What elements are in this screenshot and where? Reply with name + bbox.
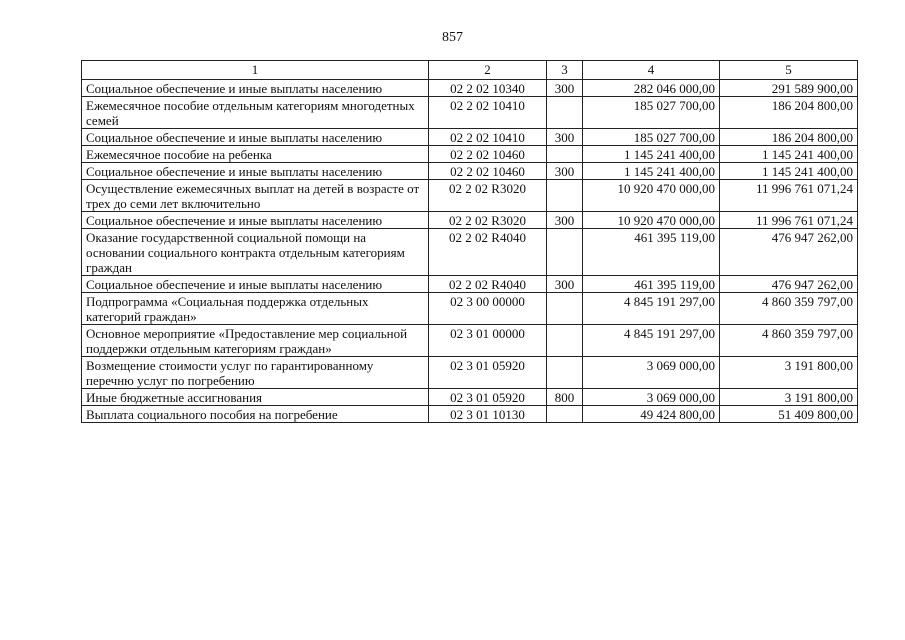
table-row (82, 180, 858, 212)
row-code-cell: 02 2 02 R3020 (429, 180, 547, 212)
row-amount-year1-cell: 10 920 470 000,00 (583, 212, 720, 229)
row-expense-type-cell (547, 406, 583, 423)
row-expense-type-cell: 300 (547, 80, 583, 97)
table-row (82, 212, 858, 229)
row-expense-type-cell (547, 325, 583, 357)
row-code-cell: 02 3 00 00000 (429, 293, 547, 325)
column-header: 2 (429, 61, 547, 80)
row-amount-year2-cell: 11 996 761 071,24 (720, 180, 858, 212)
table-row (82, 276, 858, 293)
row-expense-type-cell: 300 (547, 212, 583, 229)
row-amount-year2-cell: 11 996 761 071,24 (720, 212, 858, 229)
row-name-cell: Социальное обеспечение и иные выплаты населению (82, 80, 429, 97)
row-name-cell: Подпрограмма «Социальная поддержка отдельных категорий граждан» (82, 293, 429, 325)
table-row (82, 80, 858, 97)
row-code-cell: 02 2 02 R4040 (429, 276, 547, 293)
row-amount-year2-cell: 476 947 262,00 (720, 229, 858, 276)
column-header: 3 (547, 61, 583, 80)
row-amount-year2-cell: 4 860 359 797,00 (720, 293, 858, 325)
column-header: 5 (720, 61, 858, 80)
row-amount-year1-cell: 185 027 700,00 (583, 97, 720, 129)
row-amount-year1-cell: 3 069 000,00 (583, 357, 720, 389)
row-name-cell: Социальное обеспечение и иные выплаты населению (82, 129, 429, 146)
row-expense-type-cell: 300 (547, 129, 583, 146)
row-amount-year1-cell: 49 424 800,00 (583, 406, 720, 423)
row-code-cell: 02 2 02 10340 (429, 80, 547, 97)
table-row (82, 146, 858, 163)
row-amount-year2-cell: 3 191 800,00 (720, 389, 858, 406)
row-name-cell: Основное мероприятие «Предоставление мер социальной поддержки отдельным категориям граждан» (82, 325, 429, 357)
table-row (82, 357, 858, 389)
row-amount-year1-cell: 185 027 700,00 (583, 129, 720, 146)
row-amount-year2-cell: 1 145 241 400,00 (720, 146, 858, 163)
row-expense-type-cell: 300 (547, 276, 583, 293)
row-amount-year1-cell: 282 046 000,00 (583, 80, 720, 97)
page-number: 857 (442, 30, 463, 45)
row-name-cell: Оказание государственной социальной помощи на основании социального контракта отдельным категориям граждан (82, 229, 429, 276)
row-name-cell: Возмещение стоимости услуг по гарантированному перечню услуг по погребению (82, 357, 429, 389)
row-amount-year2-cell: 186 204 800,00 (720, 97, 858, 129)
table-row (82, 406, 858, 423)
row-name-cell: Ежемесячное пособие на ребенка (82, 146, 429, 163)
table-row (82, 163, 858, 180)
row-name-cell: Иные бюджетные ассигнования (82, 389, 429, 406)
column-header: 4 (583, 61, 720, 80)
row-name-cell: Осуществление ежемесячных выплат на детей в возрасте от трех до семи лет включительно (82, 180, 429, 212)
row-expense-type-cell (547, 293, 583, 325)
row-code-cell: 02 2 02 R3020 (429, 212, 547, 229)
row-amount-year2-cell: 1 145 241 400,00 (720, 163, 858, 180)
row-amount-year1-cell: 10 920 470 000,00 (583, 180, 720, 212)
row-expense-type-cell (547, 146, 583, 163)
table-row (82, 293, 858, 325)
row-expense-type-cell (547, 180, 583, 212)
row-amount-year1-cell: 3 069 000,00 (583, 389, 720, 406)
row-code-cell: 02 2 02 10460 (429, 163, 547, 180)
row-amount-year2-cell: 3 191 800,00 (720, 357, 858, 389)
row-name-cell: Выплата социального пособия на погребение (82, 406, 429, 423)
row-amount-year1-cell: 4 845 191 297,00 (583, 293, 720, 325)
table-row (82, 325, 858, 357)
row-code-cell: 02 3 01 05920 (429, 389, 547, 406)
row-amount-year2-cell: 476 947 262,00 (720, 276, 858, 293)
row-amount-year1-cell: 461 395 119,00 (583, 276, 720, 293)
row-expense-type-cell: 800 (547, 389, 583, 406)
table-body (82, 80, 858, 423)
table-row (82, 129, 858, 146)
row-expense-type-cell (547, 97, 583, 129)
row-amount-year1-cell: 4 845 191 297,00 (583, 325, 720, 357)
row-code-cell: 02 3 01 00000 (429, 325, 547, 357)
table-row (82, 389, 858, 406)
row-amount-year1-cell: 461 395 119,00 (583, 229, 720, 276)
row-name-cell: Ежемесячное пособие отдельным категориям многодетных семей (82, 97, 429, 129)
row-amount-year2-cell: 4 860 359 797,00 (720, 325, 858, 357)
row-name-cell: Социальное обеспечение и иные выплаты населению (82, 163, 429, 180)
row-code-cell: 02 3 01 05920 (429, 357, 547, 389)
column-header: 1 (82, 61, 429, 80)
row-amount-year2-cell: 51 409 800,00 (720, 406, 858, 423)
row-amount-year1-cell: 1 145 241 400,00 (583, 163, 720, 180)
row-code-cell: 02 2 02 R4040 (429, 229, 547, 276)
row-amount-year2-cell: 186 204 800,00 (720, 129, 858, 146)
row-amount-year2-cell: 291 589 900,00 (720, 80, 858, 97)
table-header-row (82, 61, 858, 80)
row-name-cell: Социальное обеспечение и иные выплаты населению (82, 212, 429, 229)
row-code-cell: 02 2 02 10410 (429, 129, 547, 146)
row-expense-type-cell (547, 357, 583, 389)
row-amount-year1-cell: 1 145 241 400,00 (583, 146, 720, 163)
row-code-cell: 02 2 02 10410 (429, 97, 547, 129)
row-expense-type-cell (547, 229, 583, 276)
row-expense-type-cell: 300 (547, 163, 583, 180)
table-row (82, 229, 858, 276)
table-row (82, 97, 858, 129)
row-code-cell: 02 2 02 10460 (429, 146, 547, 163)
budget-table (81, 60, 858, 423)
row-code-cell: 02 3 01 10130 (429, 406, 547, 423)
row-name-cell: Социальное обеспечение и иные выплаты населению (82, 276, 429, 293)
